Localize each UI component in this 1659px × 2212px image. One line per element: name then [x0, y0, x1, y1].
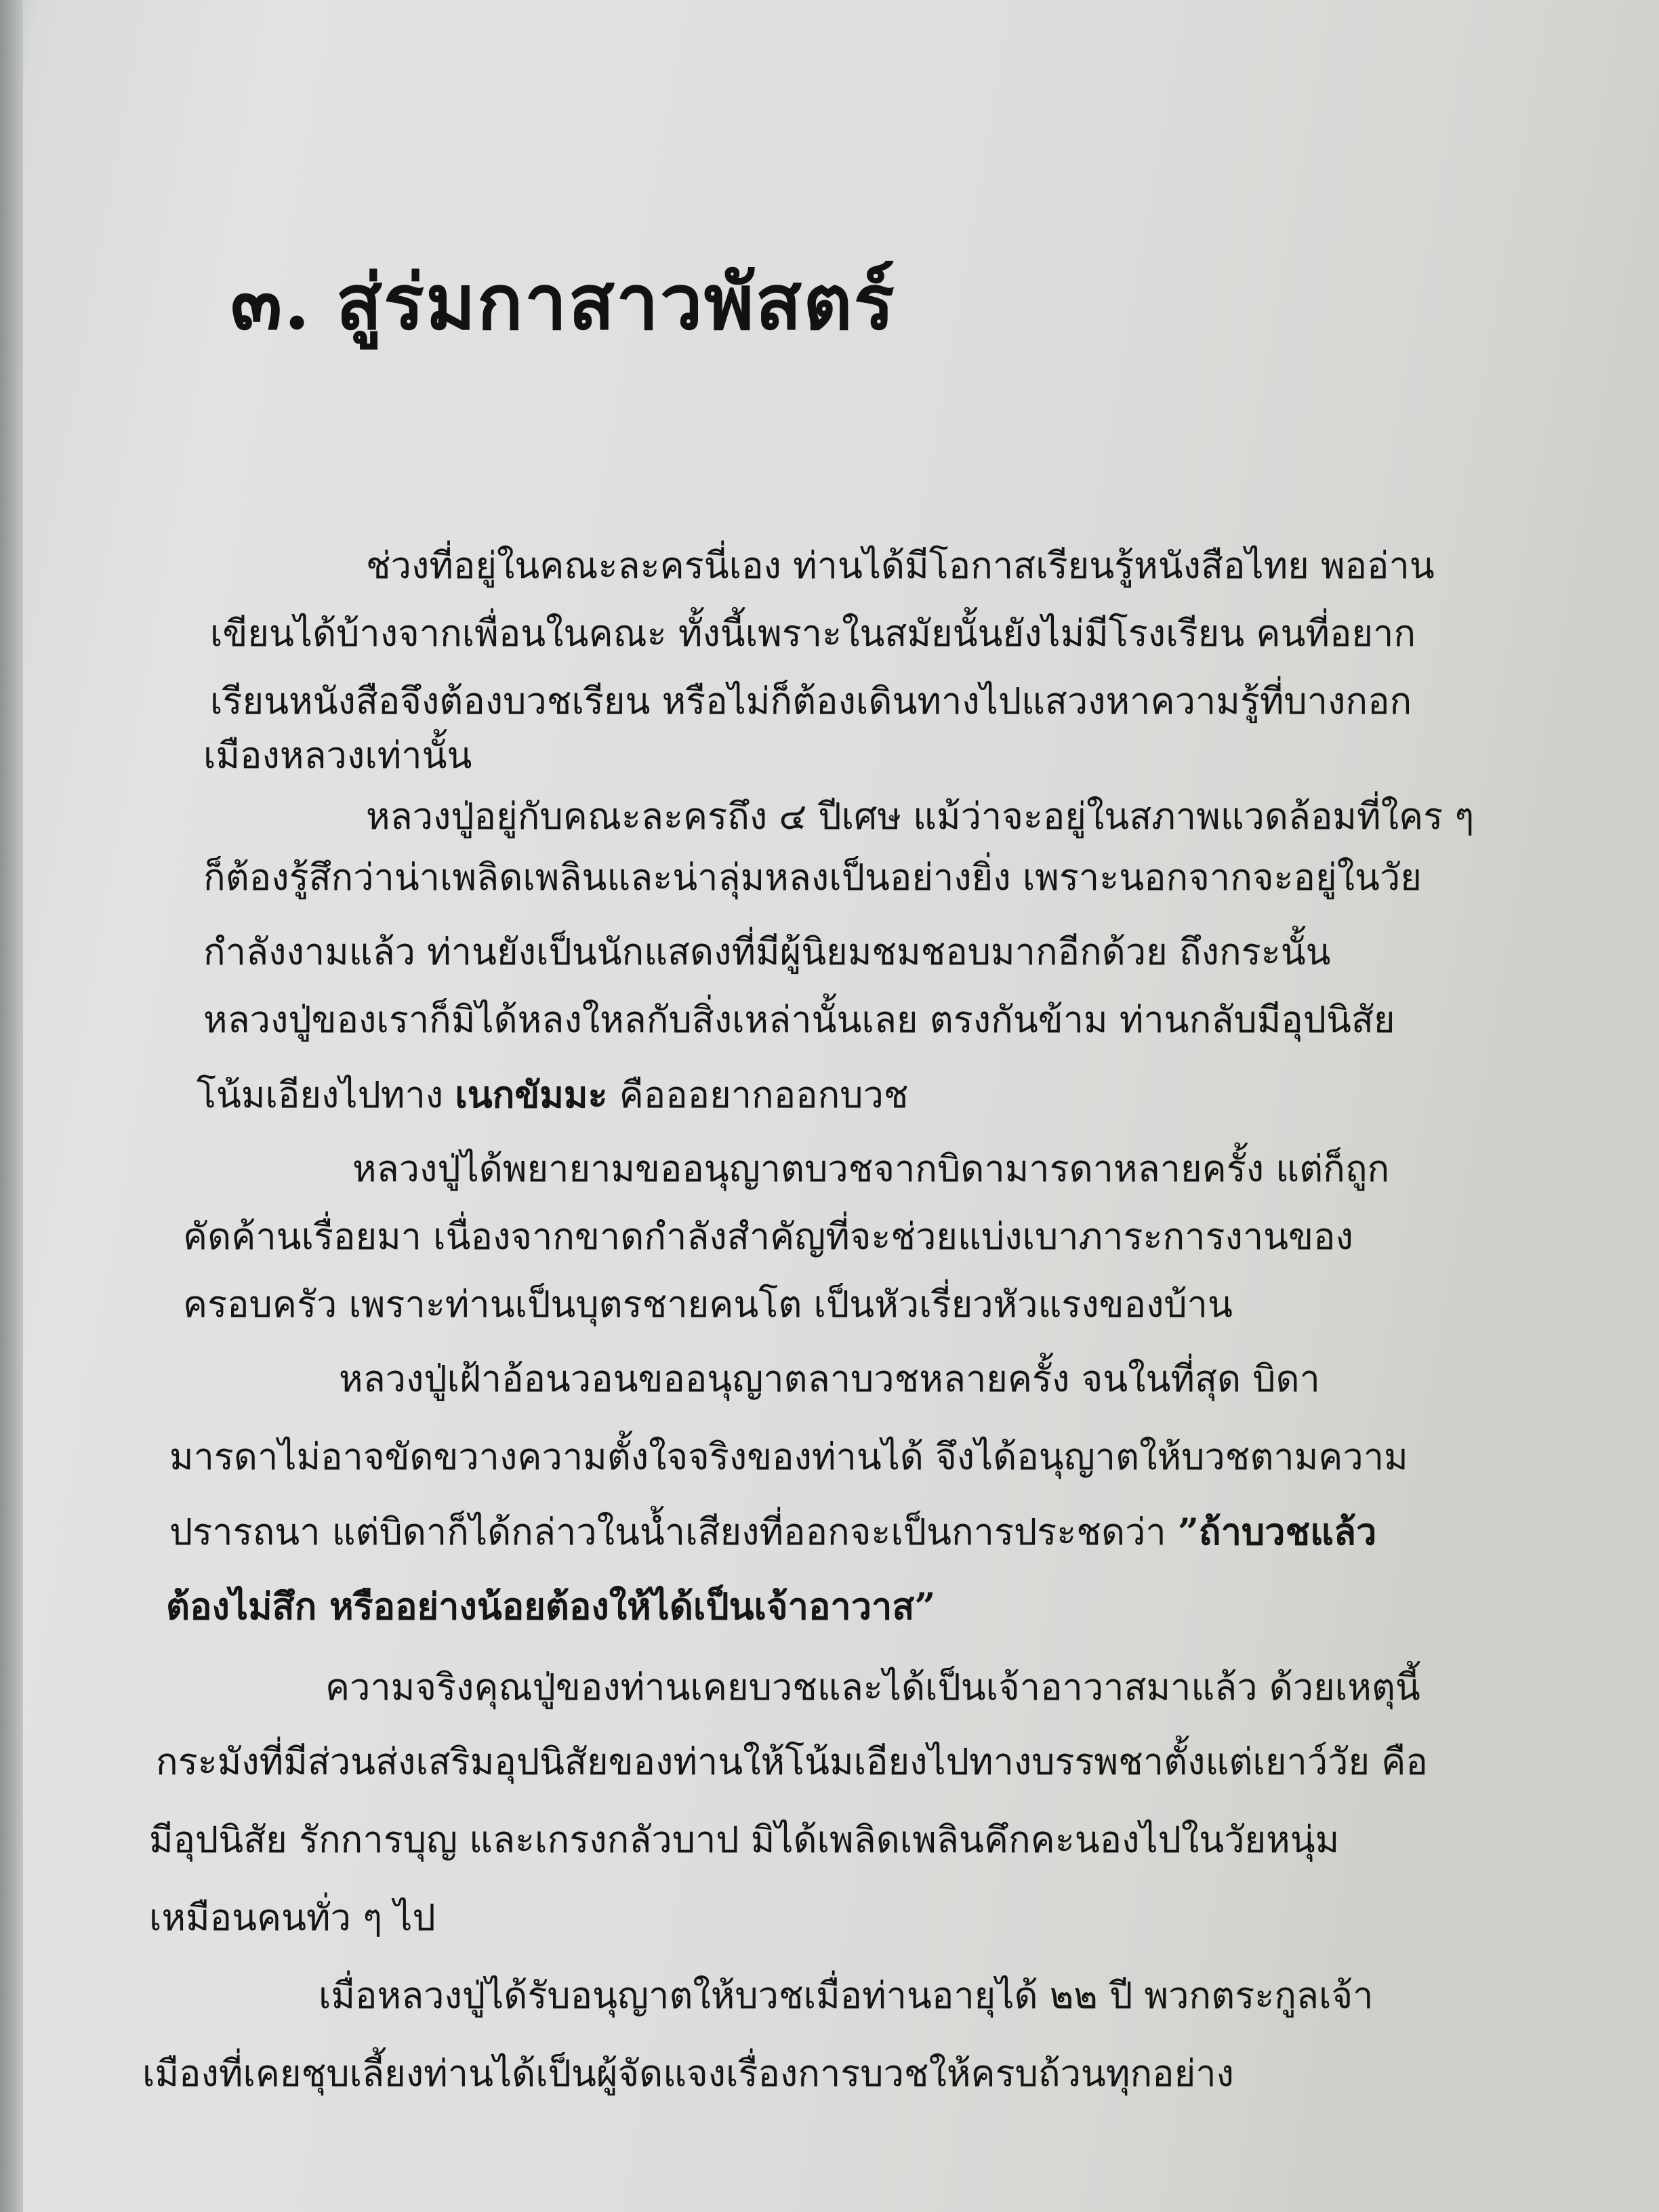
paragraph-line: มารดาไม่อาจขัดขวางความตั้งใจจริงของท่านได้ จึงได้อนุญาตให้บวชตามความ	[169, 1435, 1408, 1478]
paragraph-line: หลวงปู่ของเราก็มิได้หลงใหลกับสิ่งเหล่านั้นเลย ตรงกันข้าม ท่านกลับมีอุปนิสัย	[203, 998, 1395, 1041]
paragraph-line: ก็ต้องรู้สึกว่าน่าเพลิดเพลินและน่าลุ่มหลงเป็นอย่างยิ่ง เพราะนอกจากจะอยู่ในวัย	[203, 856, 1422, 899]
line-text: ปรารถนา แต่บิดาก็ได้กล่าวในน้ำเสียงที่ออกจะเป็นการประชดว่า	[169, 1511, 1166, 1553]
chapter-title	[230, 258, 896, 348]
emphasis-term: เนกขัมมะ	[455, 1073, 608, 1116]
chapter-title-text: สู่ร่มกาสาวพัสตร์	[335, 258, 896, 347]
paragraph-line: กระมังที่มีส่วนส่งเสริมอุปนิสัยของท่านให้โน้มเอียงไปทางบรรพชาตั้งแต่เยาว์วัย คือ	[156, 1740, 1428, 1783]
paragraph-line: คัดค้านเรื่อยมา เนื่องจากขาดกำลังสำคัญที่จะช่วยแบ่งเบาภาระการงานของ	[183, 1215, 1353, 1258]
paragraph-line: หลวงปู่อยู่กับคณะละครถึง ๔ ปีเศษ แม้ว่าจะอยู่ในสภาพแวดล้อมที่ใคร ๆ	[366, 795, 1475, 838]
paragraph-line: เหมือนคนทั่ว ๆ ไป	[149, 1896, 436, 1939]
paragraph-line: มีอุปนิสัย รักการบุญ และเกรงกลัวบาป มิได้เพลิดเพลินคึกคะนองไปในวัยหนุ่ม	[149, 1818, 1340, 1861]
paragraph-line: ต้องไม่สึก หรืออย่างน้อยต้องให้ได้เป็นเจ้าอาวาส”	[166, 1584, 936, 1628]
paragraph-line: หลวงปู่ได้พยายามขออนุญาตบวชจากบิดามารดาหลายครั้ง แต่ก็ถูก	[352, 1147, 1390, 1190]
paragraph-line: กำลังงามแล้ว ท่านยังเป็นนักแสดงที่มีผู้นิยมชมชอบมากอีกด้วย ถึงกระนั้น	[203, 930, 1331, 973]
paragraph-line: หลวงปู่เฝ้าอ้อนวอนขออนุญาตลาบวชหลายครั้ง จนในที่สุด บิดา	[339, 1357, 1320, 1400]
paragraph-line	[197, 1071, 909, 1119]
paragraph-line: เมืองที่เคยชุบเลี้ยงท่านได้เป็นผู้จัดแจงเรื่องการบวชให้ครบถ้วนทุกอย่าง	[142, 2052, 1234, 2095]
paragraph-line: ความจริงคุณปู่ของท่านเคยบวชและได้เป็นเจ้าอาวาสมาแล้ว ด้วยเหตุนี้	[325, 1666, 1420, 1708]
quote-start: ”ถ้าบวชแล้ว	[1177, 1510, 1377, 1553]
chapter-number: ๓.	[230, 258, 312, 347]
paragraph-line: เมื่อหลวงปู่ได้รับอนุญาตให้บวชเมื่อท่านอายุได้ ๒๒ ปี พวกตระกูลเจ้า	[319, 1974, 1374, 2017]
paragraph-line: เขียนได้บ้างจากเพื่อนในคณะ ทั้งนี้เพราะในสมัยนั้นยังไม่มีโรงเรียน คนที่อยาก	[210, 612, 1416, 655]
line-text: คือออยากออกบวช	[607, 1073, 909, 1116]
paragraph-line: ช่วงที่อยู่ในคณะละครนี่เอง ท่านได้มีโอกาสเรียนรู้หนังสือไทย พออ่าน	[366, 544, 1435, 587]
paragraph-line: เมืองหลวงเท่านั้น	[203, 734, 472, 777]
page-edge-shadow	[0, 0, 23, 2212]
paragraph-line: ครอบครัว เพราะท่านเป็นบุตรชายคนโต เป็นหัวเรี่ยวหัวแรงของบ้าน	[183, 1283, 1233, 1326]
paragraph-line	[169, 1508, 1376, 1556]
line-text: โน้มเอียงไปทาง	[197, 1073, 444, 1116]
paragraph-line: เรียนหนังสือจึงต้องบวชเรียน หรือไม่ก็ต้องเดินทางไปแสวงหาความรู้ที่บางกอก	[210, 680, 1412, 722]
